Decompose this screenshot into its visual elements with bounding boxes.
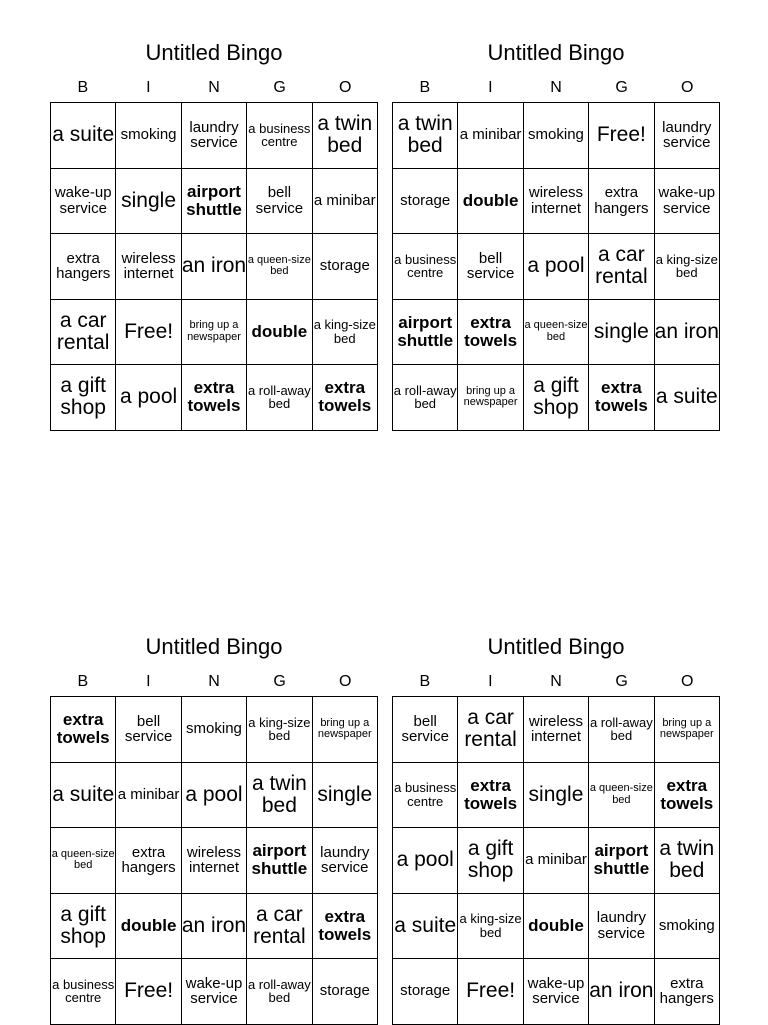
bingo-cell[interactable]: double bbox=[458, 168, 523, 234]
bingo-cell[interactable]: extra towels bbox=[312, 365, 377, 431]
bingo-cell[interactable]: extra hangers bbox=[51, 234, 116, 300]
bingo-cell[interactable]: a gift shop bbox=[51, 893, 116, 959]
bingo-cell[interactable]: extra towels bbox=[312, 893, 377, 959]
bingo-cell[interactable]: extra towels bbox=[181, 365, 246, 431]
bingo-row bbox=[51, 959, 378, 1025]
bingo-cell[interactable]: a pool bbox=[181, 762, 246, 828]
bingo-cell[interactable]: an iron bbox=[181, 234, 246, 300]
bingo-cell[interactable]: a twin bed bbox=[312, 103, 377, 169]
bingo-letter: G bbox=[273, 673, 286, 690]
bingo-letter: B bbox=[419, 79, 431, 96]
bingo-cell[interactable]: extra towels bbox=[458, 299, 523, 365]
bingo-letter: N bbox=[550, 79, 562, 96]
bingo-cell[interactable]: extra hangers bbox=[116, 828, 181, 894]
bingo-cell[interactable]: wireless internet bbox=[523, 697, 588, 763]
bingo-row bbox=[393, 697, 720, 763]
bingo-cell[interactable]: a roll-away bed bbox=[247, 365, 312, 431]
bingo-cell[interactable]: a twin bed bbox=[247, 762, 312, 828]
bingo-cell[interactable]: smoking bbox=[116, 103, 181, 169]
bingo-cell[interactable]: a suite bbox=[393, 893, 458, 959]
bingo-cell[interactable]: a pool bbox=[523, 234, 588, 300]
bingo-cell[interactable]: a twin bed bbox=[393, 103, 458, 169]
bingo-letter-row bbox=[50, 78, 378, 98]
bingo-cell[interactable]: single bbox=[116, 168, 181, 234]
bingo-cell[interactable]: airport shuttle bbox=[589, 828, 654, 894]
bingo-cell[interactable]: extra towels bbox=[458, 762, 523, 828]
bingo-cell[interactable]: bell service bbox=[247, 168, 312, 234]
bingo-cell[interactable]: a roll-away bed bbox=[247, 959, 312, 1025]
bingo-row bbox=[51, 365, 378, 431]
bingo-cell[interactable]: a king-size bed bbox=[654, 234, 719, 300]
bingo-letter: B bbox=[77, 673, 89, 690]
bingo-cell[interactable]: bell service bbox=[393, 697, 458, 763]
bingo-cell[interactable]: a minibar bbox=[312, 168, 377, 234]
bingo-cell[interactable]: single bbox=[312, 762, 377, 828]
bingo-row bbox=[393, 959, 720, 1025]
bingo-cell[interactable]: a pool bbox=[116, 365, 181, 431]
bingo-cell[interactable]: a queen-size bed bbox=[523, 299, 588, 365]
bingo-cell[interactable]: a car rental bbox=[458, 697, 523, 763]
bingo-cell[interactable]: Free! bbox=[116, 299, 181, 365]
bingo-cell[interactable]: storage bbox=[312, 959, 377, 1025]
bingo-cell[interactable]: a business centre bbox=[51, 959, 116, 1025]
bingo-row bbox=[393, 234, 720, 300]
bingo-letter: I bbox=[146, 79, 151, 96]
bingo-cell[interactable]: bring up a newspaper bbox=[654, 697, 719, 763]
bingo-cell[interactable]: extra towels bbox=[654, 762, 719, 828]
bingo-grid bbox=[392, 696, 720, 1025]
bingo-row bbox=[51, 893, 378, 959]
bingo-letter: I bbox=[146, 673, 151, 690]
bingo-cell[interactable]: wireless internet bbox=[181, 828, 246, 894]
bingo-cell[interactable]: a business centre bbox=[393, 762, 458, 828]
bingo-cell[interactable]: a queen-size bed bbox=[247, 234, 312, 300]
bingo-row bbox=[393, 365, 720, 431]
card-title: Untitled Bingo bbox=[145, 634, 283, 659]
bingo-cell[interactable]: a car rental bbox=[589, 234, 654, 300]
bingo-cell[interactable]: a car rental bbox=[51, 299, 116, 365]
card-title: Untitled Bingo bbox=[487, 634, 625, 659]
bingo-cell[interactable]: a queen-size bed bbox=[589, 762, 654, 828]
bingo-letter: B bbox=[419, 673, 431, 690]
bingo-row bbox=[51, 103, 378, 169]
bingo-cell[interactable]: storage bbox=[312, 234, 377, 300]
bingo-cell[interactable]: airport shuttle bbox=[247, 828, 312, 894]
bingo-cell[interactable]: smoking bbox=[523, 103, 588, 169]
bingo-cell[interactable]: wake-up service bbox=[181, 959, 246, 1025]
bingo-cell[interactable]: wireless internet bbox=[116, 234, 181, 300]
bingo-cell[interactable]: a gift shop bbox=[523, 365, 588, 431]
bingo-cell[interactable]: a roll-away bed bbox=[393, 365, 458, 431]
bingo-cell[interactable]: a suite bbox=[654, 365, 719, 431]
bingo-cell[interactable]: a king-size bed bbox=[458, 893, 523, 959]
bingo-row bbox=[393, 299, 720, 365]
bingo-cell[interactable]: laundry service bbox=[589, 893, 654, 959]
bingo-cell[interactable]: a car rental bbox=[247, 893, 312, 959]
bingo-cell[interactable]: single bbox=[589, 299, 654, 365]
bingo-grid bbox=[50, 102, 378, 431]
bingo-cell[interactable]: a king-size bed bbox=[312, 299, 377, 365]
bingo-cell[interactable]: a suite bbox=[51, 103, 116, 169]
bingo-row bbox=[393, 828, 720, 894]
bingo-cell[interactable]: laundry service bbox=[312, 828, 377, 894]
bingo-row bbox=[51, 299, 378, 365]
bingo-cell[interactable]: wake-up service bbox=[51, 168, 116, 234]
bingo-cell[interactable]: an iron bbox=[654, 299, 719, 365]
bingo-letter-row bbox=[392, 672, 720, 692]
bingo-letter: B bbox=[77, 79, 89, 96]
bingo-cell[interactable]: a gift shop bbox=[458, 828, 523, 894]
bingo-letter: G bbox=[615, 79, 628, 96]
bingo-cell[interactable]: bring up a newspaper bbox=[312, 697, 377, 763]
bingo-cell[interactable]: laundry service bbox=[654, 103, 719, 169]
bingo-row bbox=[51, 697, 378, 763]
bingo-cell[interactable]: an iron bbox=[589, 959, 654, 1025]
card-title: Untitled Bingo bbox=[145, 40, 283, 65]
bingo-cell[interactable]: extra hangers bbox=[589, 168, 654, 234]
bingo-cell[interactable]: a suite bbox=[51, 762, 116, 828]
bingo-cell[interactable]: storage bbox=[393, 959, 458, 1025]
bingo-row bbox=[51, 762, 378, 828]
bingo-letter: O bbox=[680, 79, 694, 96]
bingo-cell[interactable]: wireless internet bbox=[523, 168, 588, 234]
bingo-cell[interactable]: a roll-away bed bbox=[589, 697, 654, 763]
bingo-row bbox=[393, 103, 720, 169]
bingo-letter: I bbox=[488, 673, 493, 690]
bingo-cell[interactable]: bring up a newspaper bbox=[181, 299, 246, 365]
bingo-cell[interactable]: bell service bbox=[116, 697, 181, 763]
bingo-row bbox=[393, 893, 720, 959]
bingo-letter: G bbox=[273, 79, 286, 96]
bingo-cell[interactable]: a business centre bbox=[247, 103, 312, 169]
bingo-cell[interactable]: a minibar bbox=[116, 762, 181, 828]
bingo-cell[interactable]: double bbox=[523, 893, 588, 959]
bingo-cell[interactable]: Free! bbox=[589, 103, 654, 169]
bingo-cell[interactable]: airport shuttle bbox=[181, 168, 246, 234]
bingo-cell[interactable]: bring up a newspaper bbox=[458, 365, 523, 431]
bingo-letter: G bbox=[615, 673, 628, 690]
bingo-letter: N bbox=[208, 79, 220, 96]
bingo-cell[interactable]: smoking bbox=[181, 697, 246, 763]
card-title: Untitled Bingo bbox=[487, 40, 625, 65]
bingo-letter: O bbox=[338, 79, 352, 96]
bingo-cell[interactable]: storage bbox=[393, 168, 458, 234]
bingo-row bbox=[51, 234, 378, 300]
bingo-cell[interactable]: single bbox=[523, 762, 588, 828]
bingo-letter-row bbox=[392, 78, 720, 98]
bingo-cell[interactable]: a business centre bbox=[393, 234, 458, 300]
bingo-row bbox=[393, 762, 720, 828]
bingo-cell[interactable]: double bbox=[116, 893, 181, 959]
bingo-letter: I bbox=[488, 79, 493, 96]
bingo-cell[interactable]: an iron bbox=[181, 893, 246, 959]
bingo-cell[interactable]: bell service bbox=[458, 234, 523, 300]
bingo-cell[interactable]: a gift shop bbox=[51, 365, 116, 431]
bingo-letter: N bbox=[208, 673, 220, 690]
bingo-cell[interactable]: extra towels bbox=[589, 365, 654, 431]
bingo-cell[interactable]: laundry service bbox=[181, 103, 246, 169]
bingo-cell[interactable]: a minibar bbox=[523, 828, 588, 894]
bingo-cell[interactable]: smoking bbox=[654, 893, 719, 959]
bingo-letter-row bbox=[50, 672, 378, 692]
bingo-cell[interactable]: Free! bbox=[458, 959, 523, 1025]
bingo-cell[interactable]: airport shuttle bbox=[393, 299, 458, 365]
bingo-letter: O bbox=[680, 673, 694, 690]
bingo-letter: N bbox=[550, 673, 562, 690]
bingo-cell[interactable]: Free! bbox=[116, 959, 181, 1025]
bingo-cell[interactable]: a twin bed bbox=[654, 828, 719, 894]
bingo-row bbox=[51, 828, 378, 894]
bingo-row bbox=[393, 168, 720, 234]
bingo-cell[interactable]: a minibar bbox=[458, 103, 523, 169]
bingo-grid bbox=[392, 102, 720, 431]
bingo-cell[interactable]: wake-up service bbox=[523, 959, 588, 1025]
bingo-letter: O bbox=[338, 673, 352, 690]
bingo-cell[interactable]: extra towels bbox=[51, 697, 116, 763]
bingo-cell[interactable]: wake-up service bbox=[654, 168, 719, 234]
bingo-cell[interactable]: a queen-size bed bbox=[51, 828, 116, 894]
bingo-cell[interactable]: a pool bbox=[393, 828, 458, 894]
bingo-cell[interactable]: a king-size bed bbox=[247, 697, 312, 763]
bingo-cell[interactable]: extra hangers bbox=[654, 959, 719, 1025]
bingo-grid bbox=[50, 696, 378, 1025]
bingo-cell[interactable]: double bbox=[247, 299, 312, 365]
bingo-row bbox=[51, 168, 378, 234]
